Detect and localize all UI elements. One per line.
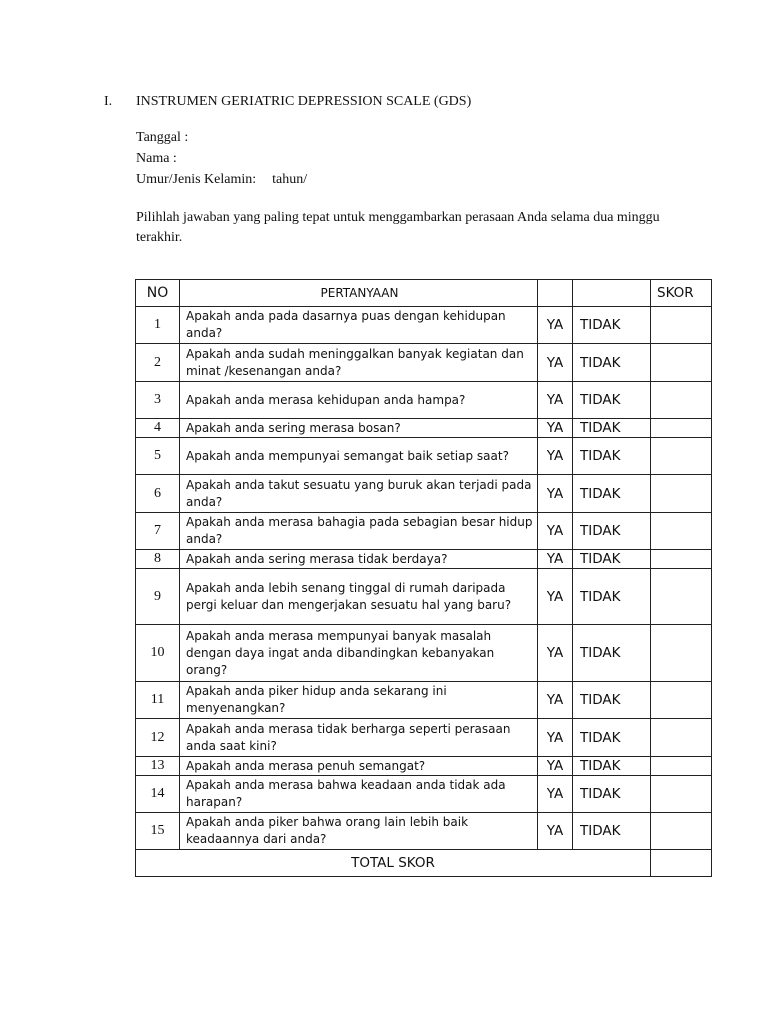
answer-ya[interactable]: YA — [538, 625, 573, 682]
table-row — [136, 344, 712, 382]
row-question: Apakah anda takut sesuatu yang buruk akan terjadi pada anda? — [180, 475, 538, 513]
row-number: 9 — [136, 569, 180, 625]
row-number: 6 — [136, 475, 180, 513]
answer-tidak[interactable]: TIDAK — [573, 682, 651, 719]
row-number: 1 — [136, 307, 180, 344]
score-cell[interactable] — [651, 569, 712, 625]
table-row — [136, 719, 712, 757]
score-cell[interactable] — [651, 625, 712, 682]
answer-ya[interactable]: YA — [538, 719, 573, 757]
row-question: Apakah anda merasa tidak berharga seperti perasaan anda saat kini? — [180, 719, 538, 757]
row-question: Apakah anda mempunyai semangat baik setiap saat? — [180, 438, 538, 475]
header-skor: SKOR — [651, 280, 712, 307]
score-cell[interactable] — [651, 550, 712, 569]
table-row — [136, 307, 712, 344]
row-number: 14 — [136, 776, 180, 813]
answer-ya[interactable]: YA — [538, 757, 573, 776]
answer-ya[interactable]: YA — [538, 513, 573, 550]
umur-field — [136, 172, 307, 188]
score-cell[interactable] — [651, 344, 712, 382]
total-row — [136, 850, 712, 877]
answer-tidak[interactable]: TIDAK — [573, 419, 651, 438]
row-number: 15 — [136, 813, 180, 850]
score-cell[interactable] — [651, 776, 712, 813]
answer-ya[interactable]: YA — [538, 382, 573, 419]
total-score-cell[interactable] — [651, 850, 712, 877]
table-row — [136, 475, 712, 513]
score-cell[interactable] — [651, 813, 712, 850]
answer-tidak[interactable]: TIDAK — [573, 776, 651, 813]
table-header-row — [136, 280, 712, 307]
score-cell[interactable] — [651, 719, 712, 757]
total-skor-label: TOTAL SKOR — [136, 850, 651, 877]
table-row — [136, 569, 712, 625]
answer-ya[interactable]: YA — [538, 550, 573, 569]
row-number: 10 — [136, 625, 180, 682]
answer-tidak[interactable]: TIDAK — [573, 344, 651, 382]
table-row — [136, 776, 712, 813]
row-question: Apakah anda merasa bahagia pada sebagian besar hidup anda? — [180, 513, 538, 550]
row-question: Apakah anda merasa mempunyai banyak masalah dengan daya ingat anda dibandingkan kebanyakan orang? — [180, 625, 538, 682]
row-number: 5 — [136, 438, 180, 475]
row-number: 13 — [136, 757, 180, 776]
answer-ya[interactable]: YA — [538, 307, 573, 344]
header-ya — [538, 280, 573, 307]
answer-ya[interactable]: YA — [538, 776, 573, 813]
answer-tidak[interactable]: TIDAK — [573, 307, 651, 344]
row-number: 8 — [136, 550, 180, 569]
section-number: I. — [104, 94, 113, 109]
row-question: Apakah anda sering merasa bosan? — [180, 419, 538, 438]
score-cell[interactable] — [651, 475, 712, 513]
score-cell[interactable] — [651, 757, 712, 776]
answer-tidak[interactable]: TIDAK — [573, 475, 651, 513]
row-question: Apakah anda sering merasa tidak berdaya? — [180, 550, 538, 569]
answer-ya[interactable]: YA — [538, 569, 573, 625]
table-row — [136, 438, 712, 475]
row-number: 12 — [136, 719, 180, 757]
header-pertanyaan: PERTANYAAN — [180, 280, 538, 307]
answer-tidak[interactable]: TIDAK — [573, 813, 651, 850]
row-number: 4 — [136, 419, 180, 438]
table-row — [136, 513, 712, 550]
instruction-text: Pilihlah jawaban yang paling tepat untuk menggambarkan perasaan Anda selama dua minggu terakhir. — [136, 210, 660, 245]
score-cell[interactable] — [651, 682, 712, 719]
table-row — [136, 813, 712, 850]
score-cell[interactable] — [651, 438, 712, 475]
row-question: Apakah anda pada dasarnya puas dengan kehidupan anda? — [180, 307, 538, 344]
row-question: Apakah anda sudah meninggalkan banyak kegiatan dan minat /kesenangan anda? — [180, 344, 538, 382]
answer-tidak[interactable]: TIDAK — [573, 513, 651, 550]
answer-tidak[interactable]: TIDAK — [573, 757, 651, 776]
score-cell[interactable] — [651, 307, 712, 344]
score-cell[interactable] — [651, 382, 712, 419]
table-row — [136, 382, 712, 419]
row-question: Apakah anda merasa penuh semangat? — [180, 757, 538, 776]
row-question: Apakah anda piker hidup anda sekarang ini menyenangkan? — [180, 682, 538, 719]
row-question: Apakah anda lebih senang tinggal di rumah daripada pergi keluar dan mengerjakan sesuatu hal yang baru? — [180, 569, 538, 625]
answer-ya[interactable]: YA — [538, 475, 573, 513]
table-row — [136, 682, 712, 719]
row-question: Apakah anda merasa kehidupan anda hampa? — [180, 382, 538, 419]
umur-label: Umur/Jenis Kelamin: — [136, 172, 257, 187]
score-cell[interactable] — [651, 513, 712, 550]
answer-tidak[interactable]: TIDAK — [573, 719, 651, 757]
answer-ya[interactable]: YA — [538, 682, 573, 719]
row-number: 7 — [136, 513, 180, 550]
gds-table — [135, 279, 712, 877]
answer-ya[interactable]: YA — [538, 438, 573, 475]
umur-value: tahun/ — [272, 172, 308, 187]
table-row — [136, 550, 712, 569]
answer-tidak[interactable]: TIDAK — [573, 382, 651, 419]
answer-tidak[interactable]: TIDAK — [573, 625, 651, 682]
answer-tidak[interactable]: TIDAK — [573, 438, 651, 475]
table-row — [136, 757, 712, 776]
table-row — [136, 419, 712, 438]
answer-tidak[interactable]: TIDAK — [573, 569, 651, 625]
header-tidak — [573, 280, 651, 307]
page-title: INSTRUMEN GERIATRIC DEPRESSION SCALE (GDS) — [136, 94, 472, 109]
row-question: Apakah anda merasa bahwa keadaan anda tidak ada harapan? — [180, 776, 538, 813]
row-number: 3 — [136, 382, 180, 419]
answer-ya[interactable]: YA — [538, 344, 573, 382]
row-number: 2 — [136, 344, 180, 382]
row-question: Apakah anda piker bahwa orang lain lebih baik keadaannya dari anda? — [180, 813, 538, 850]
nama-field: Nama : — [136, 151, 177, 166]
answer-ya[interactable]: YA — [538, 813, 573, 850]
header-no: NO — [136, 280, 180, 307]
row-number: 11 — [136, 682, 180, 719]
table-row — [136, 625, 712, 682]
score-cell[interactable] — [651, 419, 712, 438]
answer-ya[interactable]: YA — [538, 419, 573, 438]
answer-tidak[interactable]: TIDAK — [573, 550, 651, 569]
tanggal-field: Tanggal : — [136, 130, 189, 145]
